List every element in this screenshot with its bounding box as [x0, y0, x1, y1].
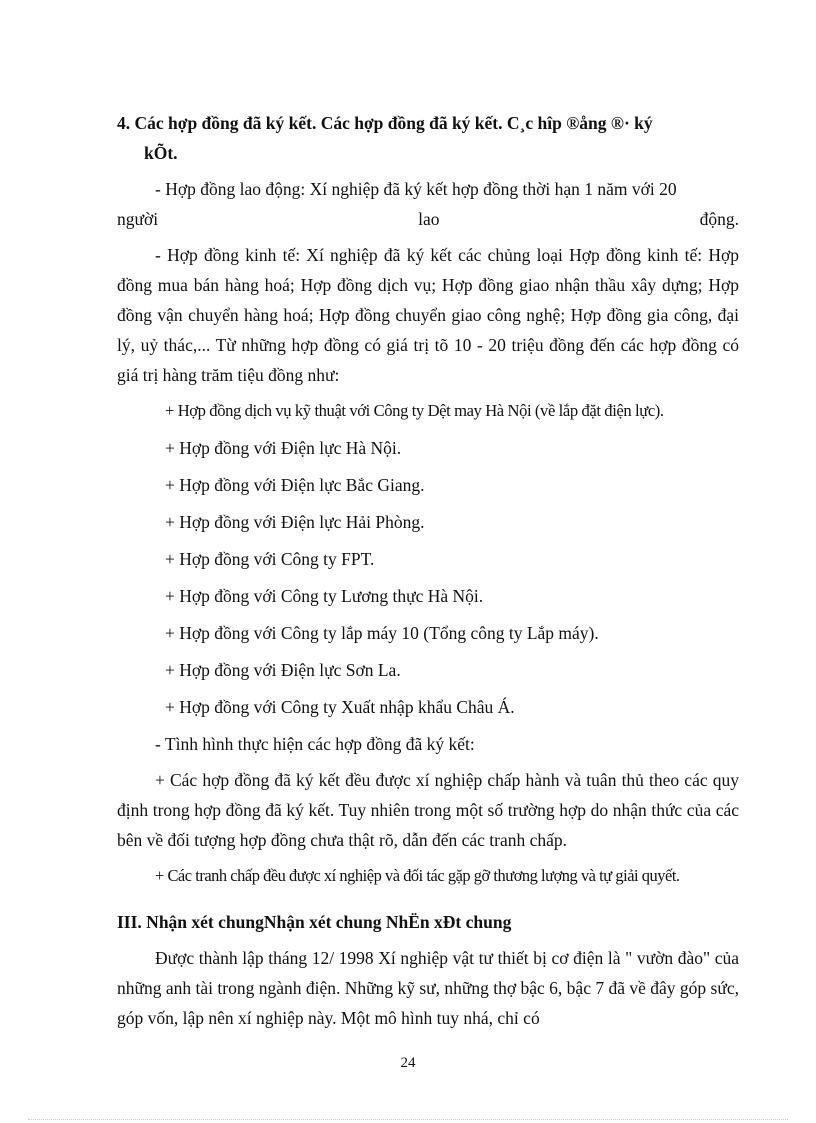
labor-contract-paragraph [117, 174, 739, 234]
labor-contract-line: - Hợp đồng lao động: Xí nghiệp đã ký kết hợp đồng thời hạn 1 năm với 20 [155, 179, 677, 199]
contract-list [117, 396, 739, 722]
closing-paragraph: Được thành lập tháng 12/ 1998 Xí nghiệp vật tư thiết bị cơ điện là " vườn đào" của những anh tài trong ngành điện. Những kỹ sư, những thợ bậc 6, bậc 7 đã về đây góp sức, góp vốn, lập nên xí nghiệp này. Một mô hình tuy nhá, chỉ có [117, 948, 739, 1028]
labor-contract-justified-line [117, 204, 739, 234]
section-iii-heading: III. Nhận xét chungNhận xét chung NhËn xÐt chung [117, 912, 512, 932]
section-4-heading-line2: kÕt. [144, 143, 178, 163]
contract-item: + Hợp đồng với Công ty FPT. [165, 549, 375, 569]
labor-word-3: động. [699, 209, 739, 229]
contract-item: + Hợp đồng với Điện lực Hải Phòng. [165, 512, 425, 532]
contract-item: + Hợp đồng với Công ty Xuất nhập khẩu Châu Á. [165, 697, 515, 717]
contract-item: + Hợp đồng với Điện lực Bắc Giang. [165, 475, 425, 495]
contract-item: + Hợp đồng với Điện lực Sơn La. [165, 660, 401, 680]
contract-item: + Hợp đồng dịch vụ kỹ thuật với Công ty Dệt may Hà Nội (về lắp đặt điện lực). [165, 401, 664, 420]
contract-item: + Hợp đồng với Điện lực Hà Nội. [165, 438, 402, 458]
page-bottom-divider [28, 1119, 788, 1120]
contract-item: + Hợp đồng với Công ty Lương thực Hà Nội. [165, 586, 484, 606]
labor-word-2: lao [418, 209, 440, 229]
labor-word-1: người [117, 209, 159, 229]
status-paragraph-1: + Các hợp đồng đã ký kết đều được xí nghiệp chấp hành và tuân thủ theo các quy định trong hợp đồng đã ký kết. Tuy nhiên trong một số trường hợp do nhận thức của các bên về đối tượng hợp đồng chưa thật rõ, dẫn đến các tranh chấp. [117, 770, 739, 850]
economic-contract-paragraph: - Hợp đồng kinh tế: Xí nghiệp đã ký kết các chủng loại Hợp đồng kinh tế: Hợp đồng mua bán hàng hoá; Hợp đồng dịch vụ; Hợp đồng giao nhận thầu xây dựng; Hợp đồng vận chuyển hàng hoá; Hợp đồng chuyển giao công nghệ; Hợp đồng gia công, đại lý, uỷ thác,... Từ những hợp đồng có giá trị tõ 10 - 20 triệu đồng đến các hợp đồng có giá trị hàng trăm tiệu đồng như: [117, 245, 739, 385]
status-heading: - Tình hình thực hiện các hợp đồng đã ký kết: [155, 734, 475, 754]
page-body [117, 108, 739, 1033]
section-4-heading-line1: 4. Các hợp đồng đã ký kết. Các hợp đồng đã ký kết. C¸c hîp ®ång ®· ký [117, 113, 653, 133]
contract-item: + Hợp đồng với Công ty lắp máy 10 (Tổng công ty Lắp máy). [165, 623, 599, 643]
page-number: 24 [400, 1055, 416, 1071]
status-paragraph-2: + Các tranh chấp đều được xí nghiệp và đối tác gặp gỡ thương lượng và tự giải quyết. [155, 866, 680, 885]
section-4-heading [117, 108, 739, 168]
